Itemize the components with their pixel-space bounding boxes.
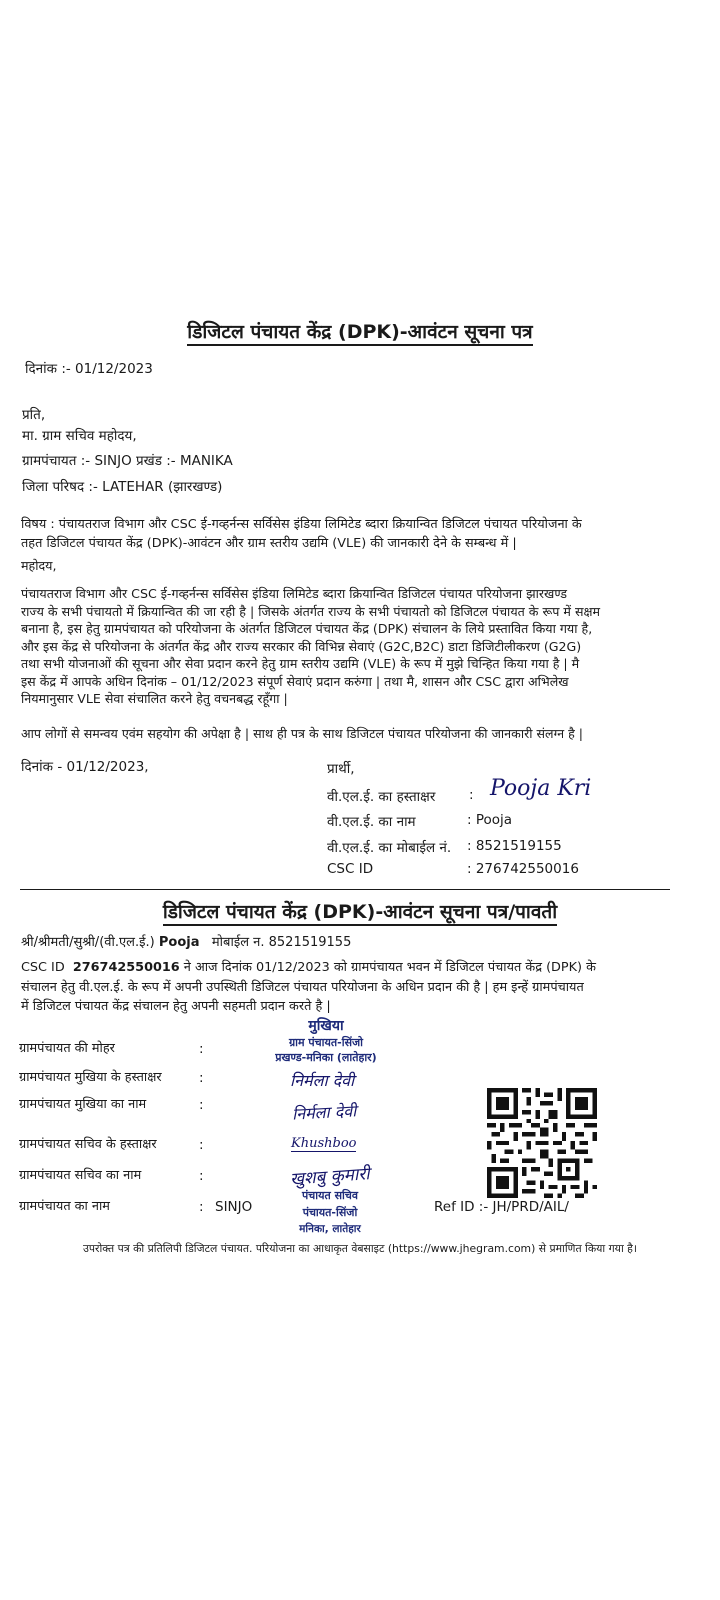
field-colon: : — [199, 1199, 204, 1215]
csc-id-value: : 276742550016 — [467, 861, 579, 877]
subject-line-1: विषय : पंचायतराज विभाग और CSC ई-गव्हर्नन्स सर्विसेस इंडिया लिमिटेड ब्दारा क्रियान्वित डिजिटल पंचायत परियोजना के — [21, 517, 582, 532]
field-colon: : — [199, 1137, 204, 1153]
mukhiya-handwritten-name: निर्मला देवी — [291, 1101, 357, 1124]
footer-note: उपरोक्त पत्र की प्रतिलिपी डिजिटल पंचायत. परियोजना का आधाकृत वेबसाइट (https://www.jhegram.com) से प्रमाणित किया गया है। — [82, 1242, 637, 1255]
field-colon: : — [199, 1070, 204, 1086]
field-label-secretary-name: ग्रामपंचायत सचिव का नाम — [19, 1168, 142, 1183]
bottom-date: दिनांक - 01/12/2023, — [21, 759, 149, 775]
stamp-secretary-line: मनिका, लातेहार — [299, 1223, 361, 1235]
stamp-mukhiya-line: प्रखण्ड-मनिका (लातेहार) — [275, 1051, 377, 1064]
body-line: बनाना है, इस हेतु ग्रामपंचायत को परियोजना के अंतर्गत डिजिटल पंचायत केंद्र (DPK) संचालन के लिये प्रस्तावित किया गया है, — [21, 621, 593, 636]
vle-signature-label: वी.एल.ई. का हस्ताक्षर — [327, 789, 436, 805]
receipt-title: डिजिटल पंचायत केंद्र (DPK)-आवंटन सूचना पत्र/पावती — [0, 898, 720, 924]
vle-signature-colon: : — [469, 787, 474, 803]
qr-code-icon — [487, 1088, 597, 1198]
ref-id: Ref ID :- JH/PRD/AIL/ — [434, 1199, 569, 1215]
stamp-mukhiya-line: ग्राम पंचायत-सिंजो — [288, 1036, 364, 1049]
letter-date: दिनांक :- 01/12/2023 — [25, 361, 153, 377]
receipt-line-3: में डिजिटल पंचायत केंद्र संचालन हेतु अपनी सहमती प्रदान करते है | — [21, 999, 331, 1014]
field-label-mukhiya-name: ग्रामपंचायत मुखिया का नाम — [19, 1097, 147, 1112]
field-colon: : — [199, 1041, 204, 1057]
field-label-panchayat-name: ग्रामपंचायत का नाम — [19, 1199, 110, 1214]
secretary-handwritten-signature: Khushboo — [291, 1136, 357, 1151]
receipt-csc-label: CSC ID — [21, 960, 65, 975]
request-line: आप लोगों से समन्वय एवंम सहयोग की अपेक्षा है | साथ ही पत्र के साथ डिजिटल पंचायत परियोजना की जानकारी संलग्न है | — [21, 726, 584, 741]
receipt-csc-id: 276742550016 — [72, 960, 180, 975]
body-line: राज्य के सभी पंचायतो में क्रियान्वित की जा रही है | जिसके अंतर्गत राज्य के सभी पंचायतो को डिजिटल पंचायत के रूप में सक्षम — [21, 603, 601, 619]
receipt-line-2: संचालन हेतु वी.एल.ई. के रूप में अपनी उपस्थिती डिजिटल पंचायत परियोजना के अधिन प्रदान की है | हम इन्हें ग्रामपंचायत — [21, 980, 584, 995]
body-line: तथा सभी योजनाओं की सूचना और सेवा प्रदान करने हेतु ग्राम स्तरीय उद्यमि (VLE) के रूप में मुझे चिन्हित किया गया है | मै — [21, 656, 580, 671]
field-label-secretary-sign: ग्रामपंचायत सचिव के हस्ताक्षर — [19, 1137, 157, 1152]
salutation: महोदय, — [21, 558, 57, 573]
vle-name-value: : Pooja — [467, 812, 513, 828]
letter-body — [21, 585, 701, 708]
field-value-panchayat-name: SINJO — [215, 1199, 253, 1215]
body-line: और इस केंद्र से परियोजना के अंतर्गत केंद्र और राज्य सरकार की विभिन्न सेवाएं (G2C,B2C) डाटा डिजिटीलीकरण (G2G) — [21, 638, 582, 654]
receipt-vle-prefix: श्री/श्रीमती/सुश्री/(वी.एल.ई.) — [21, 935, 155, 950]
stamp-secretary-line: पंचायत सचिव — [302, 1189, 358, 1202]
vle-mobile-value: : 8521519155 — [467, 838, 562, 854]
field-colon: : — [199, 1097, 204, 1113]
csc-id-label: CSC ID — [327, 861, 374, 877]
mukhiya-handwritten-signature: निर्मला देवी — [290, 1071, 355, 1090]
stamp-mukhiya-line: मुखिया — [308, 1018, 344, 1034]
letter-title: डिजिटल पंचायत केंद्र (DPK)-आवंटन सूचना पत्र — [0, 318, 720, 344]
district-line: जिला परिषद :- LATEHAR (झारखण्ड) — [22, 479, 223, 495]
subject-line-2: तहत डिजिटल पंचायत केंद्र (DPK)-आवंटन और ग्राम स्तरीय उद्यमि (VLE) की जानकारी देने के सम्बन्ध में | — [21, 536, 517, 551]
prati-label: प्रति, — [22, 407, 46, 423]
section-divider — [20, 889, 670, 890]
body-line: इस केंद्र में आपके अधिन दिनांक – 01/12/2023 संपूर्ण सेवाएं प्रदान करुंगा | तथा मै, शासन और CSC द्वारा अभिलेख — [21, 673, 569, 689]
receipt-vle-line — [21, 934, 351, 952]
vle-name-label: वी.एल.ई. का नाम — [327, 814, 416, 830]
secretary-handwritten-name: खुशबु कुमारी — [289, 1164, 371, 1190]
stamp-secretary-line: पंचायत-सिंजो — [302, 1206, 358, 1219]
addressee: मा. ग्राम सचिव महोदय, — [22, 428, 137, 444]
field-colon: : — [199, 1168, 204, 1184]
field-label-stamp: ग्रामपंचायत की मोहर — [19, 1041, 115, 1056]
body-line: नियमानुसार VLE सेवा संचालित करने हेतु वचनबद्ध रहूँगा | — [21, 691, 288, 706]
applicant-label: प्रार्थी, — [327, 761, 355, 777]
panchayat-line: ग्रामपंचायत :- SINJO प्रखंड :- MANIKA — [22, 453, 233, 469]
receipt-line-1-text: ने आज दिनांक 01/12/2023 को ग्रामपंचायत भवन में डिजिटल पंचायत केंद्र (DPK) के — [179, 960, 596, 975]
vle-handwritten-signature: Pooja Kri — [490, 776, 592, 801]
field-label-mukhiya-sign: ग्रामपंचायत मुखिया के हस्ताक्षर — [19, 1070, 162, 1085]
vle-mobile-label: वी.एल.ई. का मोबाईल नं. — [327, 840, 452, 856]
receipt-vle-name: Pooja — [158, 935, 200, 950]
body-line: पंचायतराज विभाग और CSC ई-गव्हर्नन्स सर्विसेस इंडिया लिमिटेड ब्दारा क्रियान्वित डिजिटल पंचायत परियोजना झारखण्ड — [21, 586, 568, 601]
receipt-vle-mobile: मोबाईल न. 8521519155 — [211, 935, 352, 950]
receipt-line-1 — [21, 959, 596, 977]
